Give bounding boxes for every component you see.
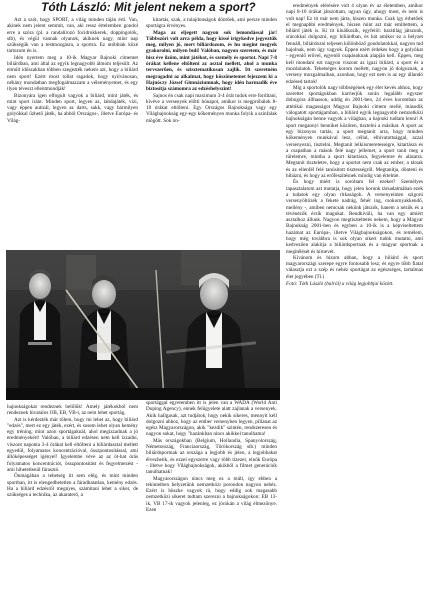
paragraph: Azt a szót, hogy SPORT, a világ minden táján érti. Van, akinek nem jelent semmit, van, aki ressz értelemben gondol erre a szóra (pl. a randalírozó focidrukkerek, doppingolók, stb), és végül vannak olyanok, akiknek nagy, mint nap szükségük van a testmozgásra, a sportra. Ez utóbbiak közé tartozom én is. bbox=[7, 17, 138, 55]
article-column-2-bottom bbox=[146, 400, 277, 587]
paragraph: bajnokságokat rendeznek belőlük! Amely játékokból nem rendeznek hivatalos OB, EB, VB-t, az nem lehet sportág. bbox=[7, 404, 138, 417]
article-column-1-bottom bbox=[7, 404, 138, 587]
article-column-2 bbox=[146, 17, 277, 249]
paragraph: Bizonyára igen elfogult vagyok a biliárd, mint játék, és mint sport iránt. Minden sport, legyen az, labdajáték, vízi, vagy éppen autizál, legyen az darts, sakk, vagy bármilyen golyókkal űzhető játék, ha abból Országos-, illetve Európa- és Világ- bbox=[7, 92, 138, 124]
paragraph: kitartás, szak, a tulajdonságok döntőek, ami persze minden sportágra érvényes. bbox=[146, 17, 277, 30]
article-title: Tóth László: Mit jelent nekem a sport? bbox=[41, 1, 256, 14]
paragraph: Idén nyertem meg a 10-ik Magyar Bajnoki címemet biliárdban, ami által az egyik legnagyobb álmom teljesült. Az elmúlt időszakban többen szegezték nekem azt, hogy a biliárd nem sport! Ezért most tollat ragadok, hogy nyilvánosan, néhány mondatban megfogalmazzam a véleményemet, és egy ilyen téveszt ellentmondják! bbox=[7, 54, 138, 93]
paragraph: Sajnos én csak napi maximum 3-4 órát tudok erre fordítani, kivéve a versenyek előtti hónapot, amikor is megpróbálok 8-10 órákat eltölteni. Egy Országos Bajnoksága vagy egy Világbajnokság egy-egy kőkeményen munka folyik a színfalak mögött. Sok ón- bbox=[146, 92, 277, 124]
paragraph: Kívánom és bízom abban, hogy a biliárd és sport magyarországi szerepe egyre fontosabb lesz, és egyre több fiatal választja ezt a szép és nehéz sportágat az egészséges, tartalmas élet jegyében (Tl.) bbox=[286, 254, 423, 280]
article-photo bbox=[6, 250, 280, 400]
paragraph: És hogy miért is soroltam fel ezeket? Személyes tapasztalatom azt mutatja, hogy jelen korunk társadalmában ezek a tudatok egy olyan ritkaságok. A versenyeimen szigorú versenyöltözék a fekete nadrág, fehér ing, csokornyakkendő, mellény -, amiben nemcsak nekünk játszók, hanem a nézők és a tévénézők érzik magukat. Rendkívüli, ha van egy amiért asztalhoz állunk. Nagyon megtiszteltetés nekem, hogy a Magyar Bajnokság 2001-ben és egyben a 10-ik is a képviseltettem hazámat az Európa-, illetve Világbajnokságokon, és remélem, hogy még továbbra is sok olyan sikert tudok mutatni, ami kedvezően alakítja a biliárdsportnak és a magyar sportnak a megítélését és hírnevét. bbox=[286, 179, 423, 255]
photo-caption: Fotó: Tóth László (balról) a világ legjobbjai között. bbox=[286, 281, 394, 288]
paragraph: Maga az eljegett nagyon sok lemondással jár! Többszöri volt arra példa, hogy kissé irigykedve jegyeztük meg, milyen jó, mert biliárdozom, és hu megint megyek gyakorolni, milyen buli! Valóban, nagyon szeretem, és már hisz éve űzöm, mint játékot, és személy és sportot. Napi 7-8 órákat kellene eltölteni az asztal mellett, ahol a munka tervszerűen, és szisztematikusan zajlik. Itt szeretném megragadni az alkalmat, hogy köszönetemet fejezzem ki a Hajnóczy József Gimnáziumnak, hogy idén harmadik éve biztosítja számomra az edzéshelyszínt! bbox=[146, 29, 277, 93]
photo-image bbox=[6, 250, 280, 400]
paragraph: Magyarországon nincs meg ez a múlt, így ebben a tekintetben helyzetünk nemzetközi porondon nagyon nehéz. Ezért is büszke vagyok rá, hogy eddig sok magasabb nemzetközi sikeret tudtam szerezni a bajnokságokon: EB 13-ik, VB 17-ik vagyok jelenleg, ez jócskán a világ élmezőnye. Ezen bbox=[146, 475, 277, 514]
article-column-1 bbox=[7, 17, 138, 247]
paragraph: Önmagában a tehetség itt sem elég, és mint minden sportban, itt is elengedhetetlen a fáradhatatlan, kemény edzés. Ha a biliárd edzésről megnyes, számítani lehet a siker, de szükséges a technika, az akaraterő, a bbox=[7, 473, 138, 499]
paragraph: Más országokban (Belgium, Hollandia, Spanyolország, Németország, Franciaország, Törökország stb.) minden biliárdsportnak az országa a legjobb és jelen, a legjobbakat élvezhetik, és ezzel egyszerre vagy több tízezer, elnök Európa - illetve hogy Világbajnokságok, akikből a filmet generációk tanulhatnak! bbox=[146, 437, 277, 476]
paragraph: Míg a sportolók nagy többségének egy élet kevés ahhoz, hogy szerettet sportágukban karrierjük során legalább egyszer dobogóra állhasson, addig én 2001-ben, 24 éves koromban az attétikai magasságot Magyar Bajnoki címem mellé, második válogatott sportágamban, a biliárd egyik legnagyobb nemzetközi bajnokságán benne vagyok a világban, a bajnoki tudtam lenni! A sport megannyi benniket közöten, tisztelni a másikat. A sport az egy bizonyos tartás, a sport megtanít arra, hogy minden kőkeményen munkával lesz, céllal, elhivatottsággal, azzal versenyezni, tisztelni. Megtanít lelkiismeretességre, kitartásra és a csapatban a mások felé nagy jellemet, a sport tanít meg a türelemre, mintha a sport kitartásra, fegyelemre és alázatra. Megtanít tiszteletre, hogy a sportot nem csak az ember, a társak és az ellenfél felé tanúsított tisztességről. Megtanítja, dönteni és hibázni, és hogy az erőfeszítésnek mindig van értelme. bbox=[286, 84, 423, 180]
paragraph: eredmények elérésére volt 4 olyan év az életemben, amikor napi 8-10 órákat játszottam, ugyan úgy, ahogy most, és nem is volt nap! Ez tit már nem járta, hiszen munka. Csak így érhetőek el megnapbbi eredmények, hiszen mint azt már említettem, a biliárd játék is. Ki tit kínálkozik, egyfelöl: barátilag játszunk, srácokkal dolgozni, egy biliárdban, és hát amikor ez a helyzet fennáll, biliárdozni teljesen különböző gondolatokkal, nagyon tud hajolnak, nem úgy vagyok. Éppen ezért érdekes hogy a golyókat - egyenlő erővel, egyenlő csapásoknak alapján kell. Éppen, meg kell mondani ezt nagyon viszont az igazi biliárd, a sport és a mozdulatok. Tehetséges korom mellett, nagyon jó dolgoznak, a verseny mozgalmaiban, azonban, hogy ezt nem is az egy állandó edzésed tartok! bbox=[286, 3, 423, 85]
article-column-3 bbox=[286, 3, 423, 586]
paragraph: sportággal egyetemben itt is jelen van a WADA (World Anti Doping Agency), ennek felügyelete alatt zajlanak a versenyek. Akik hallgasak, azt tudjátok, hogy nekik sikeres, mennyit kell dolgozni ahhoz, hogy az ember versenyben legyen, pillanat az egész Magyarországon, akik "kezdik" szintén, rendszeresen és nagyon sokat, hogy "hazánkban nincs akikkel tanulhatna! bbox=[146, 400, 277, 438]
paragraph: Azt is kérdezték már tőlem, hogy mi lehet az, hogy biliárd "edzés", mert ez egy játék, ezért, és sosem lehet olyan kemény egy tréning, mint azon sportágaknál, ahol megizzadnak a jó eredményekért! Valóban, a biliárd edzésen nem kell izzadni, viszont naponta 3-4 órákat kell eltölteni a biliárdasztal mellett egyedül, folyamatos koncentrációval, összpontosítással, ami állóképességet igényel! Igyelembe véve az az öt-hat órás folyamatos koncentrációt, összpontosítást és fegyelmezést - ami hihetetlenül fárasztó. bbox=[7, 416, 138, 473]
